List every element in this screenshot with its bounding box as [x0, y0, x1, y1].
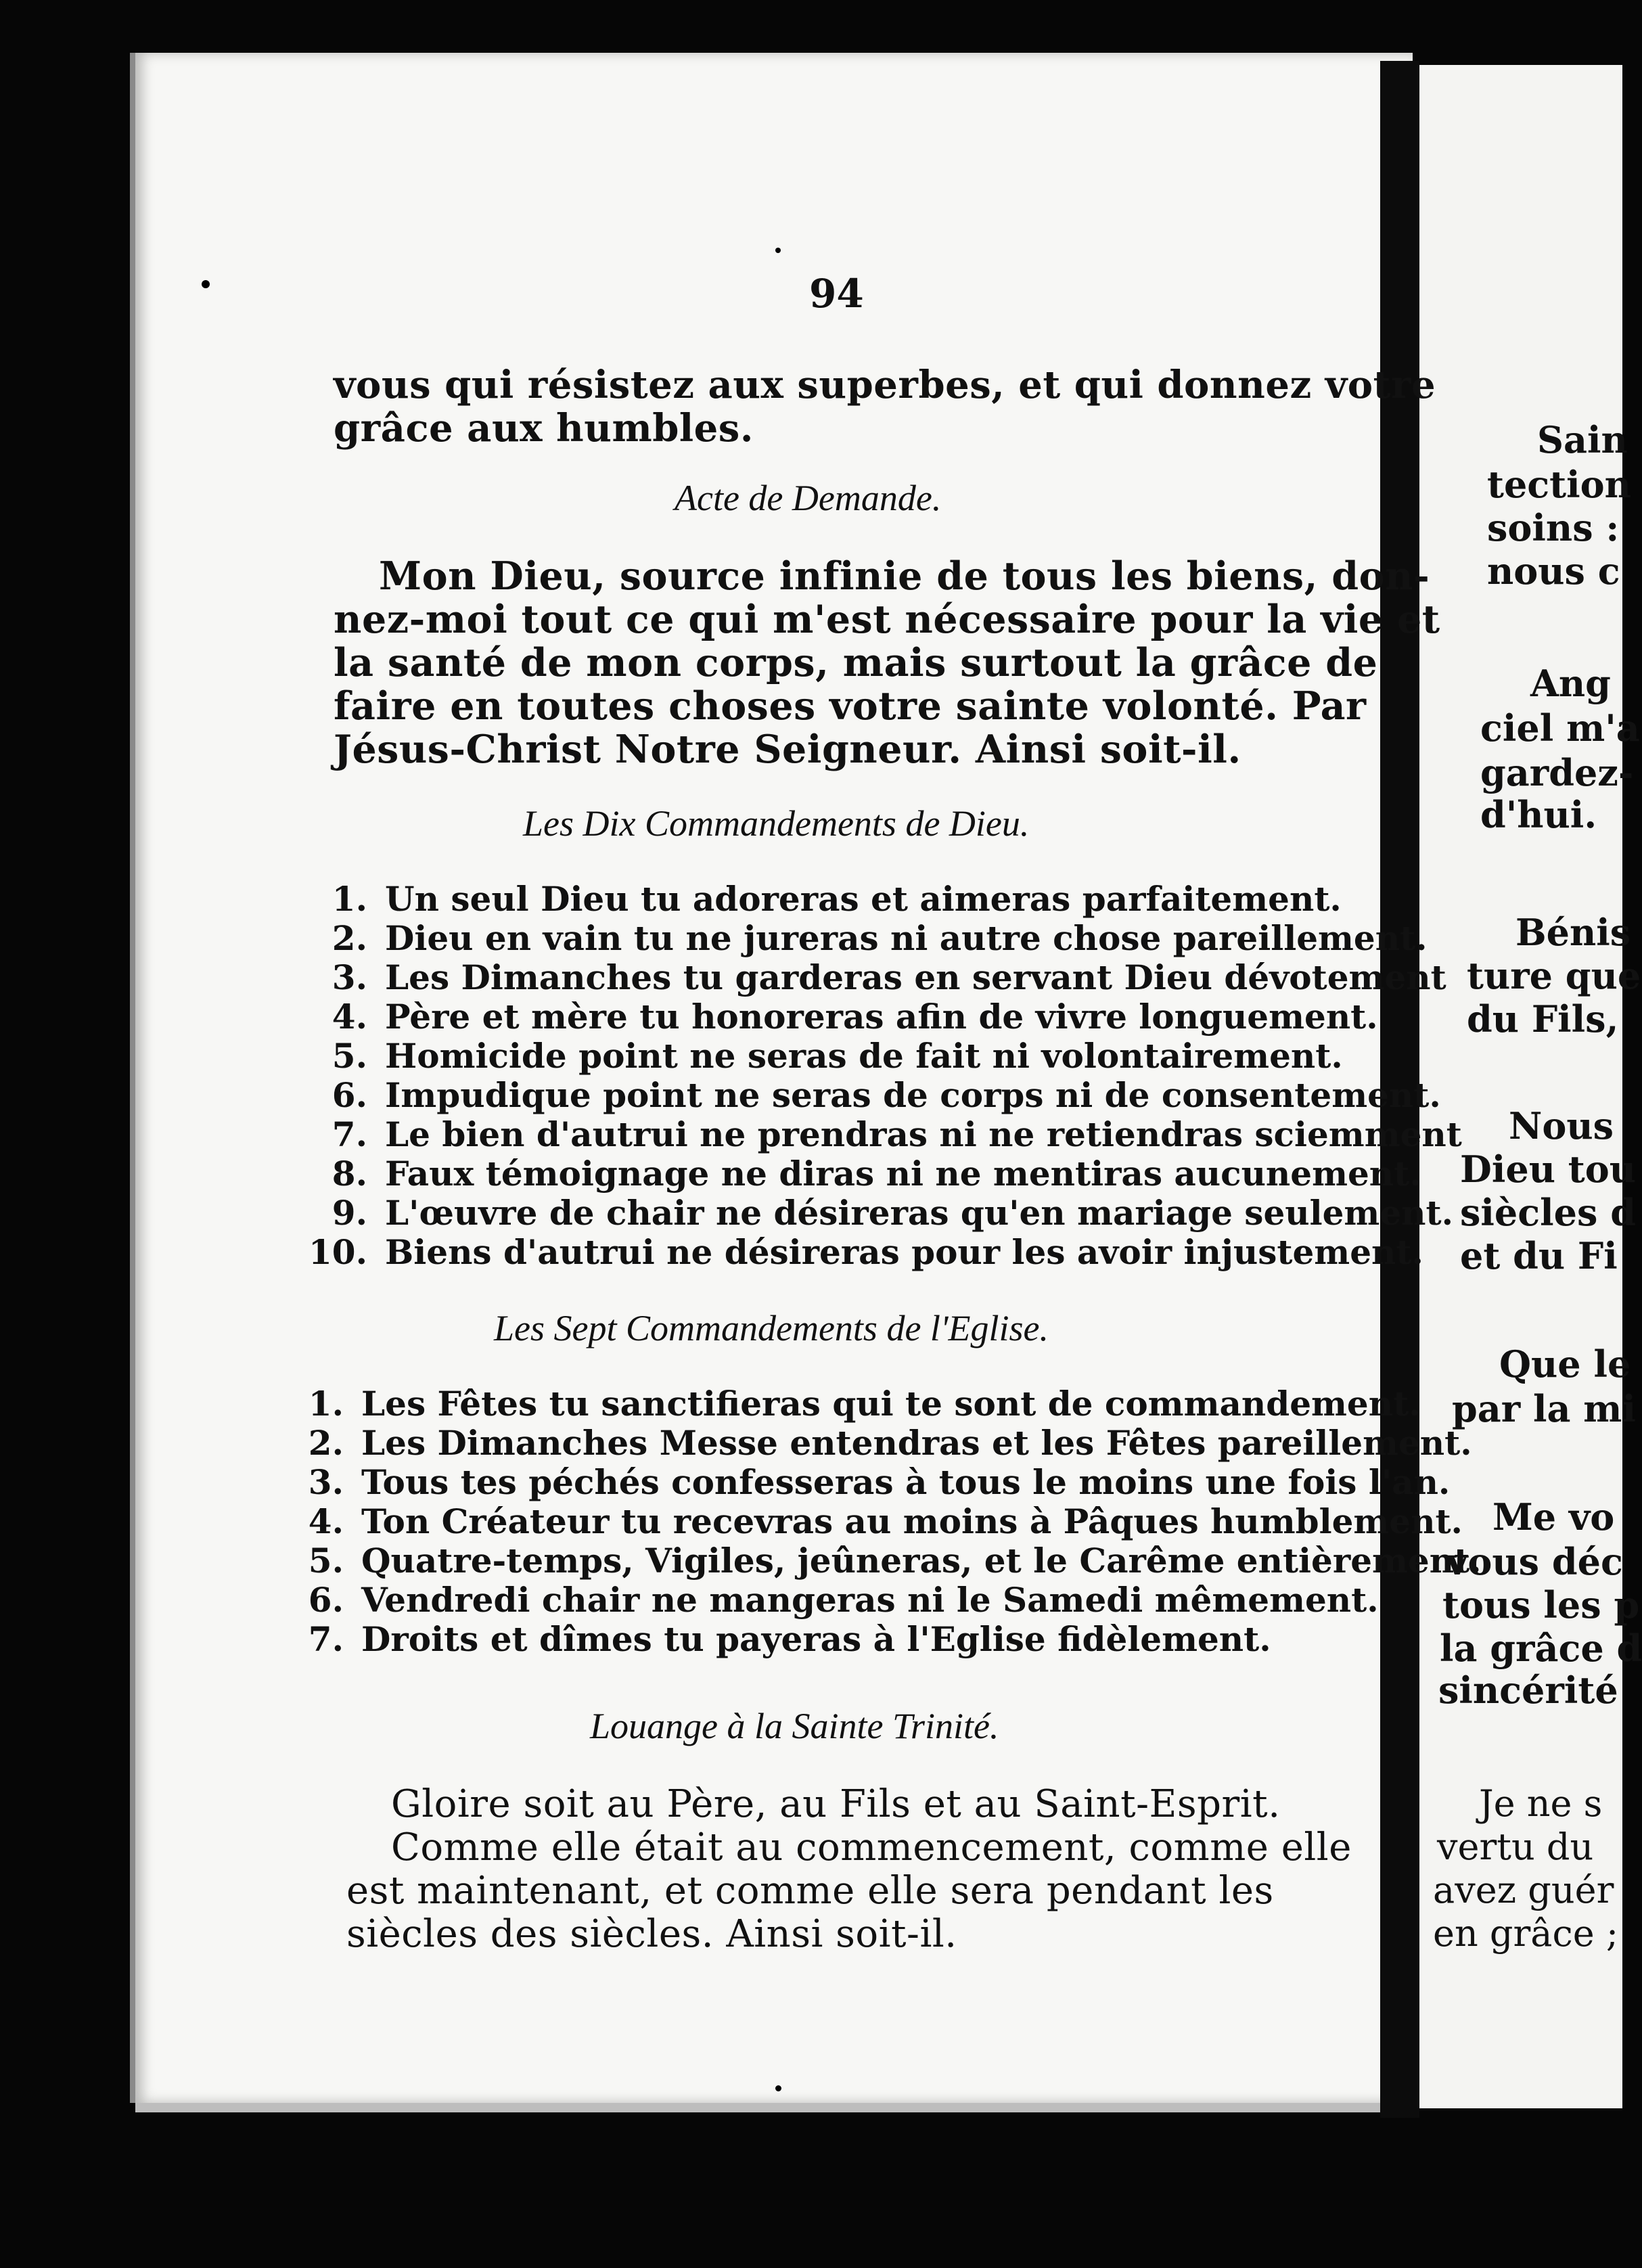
speck [775, 248, 781, 253]
item-text: Biens d'autrui ne désireras pour les avoir injustement. [385, 1232, 1423, 1272]
list-item [284, 1384, 1482, 1424]
list-item [308, 1154, 1462, 1194]
list-item [308, 919, 1462, 958]
right-fragment: du Fils, [1467, 997, 1619, 1041]
item-number: 6. [332, 1075, 367, 1115]
acte-line: nez-moi tout ce qui m'est nécessaire pour la vie et [334, 597, 1440, 642]
sept-heading: Les Sept Commandements de l'Eglise. [494, 1308, 1049, 1348]
intro-line-text: vous qui résistez aux superbes, et qui donnez votre [334, 363, 1436, 407]
right-fragment: avez guér [1433, 1869, 1614, 1911]
list-item [284, 1424, 1482, 1463]
dix-commandements-list [308, 880, 1462, 1272]
item-text: Un seul Dieu tu adoreras et aimeras parfaitement. [385, 879, 1342, 919]
right-fragment: ture que [1467, 954, 1641, 997]
right-fragment: Que le [1499, 1342, 1631, 1386]
item-number: 5. [332, 1036, 367, 1076]
list-item [284, 1581, 1482, 1620]
item-number: 7. [308, 1619, 344, 1659]
item-number: 10. [309, 1232, 367, 1272]
right-fragment: en grâce ; [1433, 1912, 1619, 1955]
list-item [284, 1620, 1482, 1659]
right-fragment: vertu du [1437, 1825, 1594, 1868]
right-fragment: et du Fi [1460, 1234, 1618, 1277]
right-fragment: Ang [1530, 662, 1611, 705]
item-text: Les Dimanches tu garderas en servant Dieu dévotement [385, 957, 1446, 997]
item-text: Faux témoignage ne diras ni ne mentiras aucunement. [385, 1154, 1421, 1194]
acte-heading: Acte de Demande. [675, 478, 942, 518]
item-text: Dieu en vain tu ne jureras ni autre chose pareillement. [385, 918, 1428, 958]
acte-line: Jésus-Christ Notre Seigneur. Ainsi soit-il. [334, 727, 1241, 772]
list-item [284, 1502, 1482, 1541]
item-number: 8. [332, 1154, 367, 1194]
item-text: L'œuvre de chair ne désireras qu'en mariage seulement. [385, 1193, 1453, 1233]
sept-commandements-list [284, 1384, 1482, 1659]
item-number: 2. [332, 918, 367, 958]
speck [775, 2085, 781, 2091]
item-text: Le bien d'autrui ne prendras ni ne retiendras sciemment [385, 1114, 1462, 1154]
item-text: Les Fêtes tu sanctifieras qui te sont de commandement. [361, 1384, 1421, 1424]
list-item [308, 1076, 1462, 1115]
right-fragment: gardez- [1480, 751, 1634, 794]
right-fragment: vous déc [1446, 1540, 1623, 1583]
item-number: 4. [332, 997, 367, 1037]
acte-line: la santé de mon corps, mais surtout la grâce de [334, 640, 1378, 685]
item-text: Père et mère tu honoreras afin de vivre longuement. [385, 997, 1378, 1037]
right-fragment: Je ne s [1479, 1782, 1603, 1825]
louange-line: est maintenant, et comme elle sera pendant les [346, 1869, 1274, 1913]
item-text: Impudique point ne seras de corps ni de consentement. [385, 1075, 1441, 1115]
louange-line: Comme elle était au commencement, comme elle [391, 1825, 1352, 1869]
list-item [284, 1463, 1482, 1502]
right-fragment: siècles d [1460, 1191, 1636, 1234]
item-text: Ton Créateur tu recevras au moins à Pâques humblement. [361, 1501, 1463, 1541]
item-text: Vendredi chair ne mangeras ni le Samedi mêmement. [361, 1580, 1379, 1620]
list-item [308, 1037, 1462, 1076]
item-number: 3. [308, 1462, 344, 1502]
right-fragment: soins : [1487, 506, 1620, 549]
right-fragment: d'hui. [1480, 793, 1597, 836]
louange-heading: Louange à la Sainte Trinité. [590, 1706, 999, 1746]
right-fragment: sincérité [1438, 1669, 1618, 1712]
right-fragment: par la mi [1452, 1387, 1636, 1430]
intro-line: grâce aux humbles. [334, 406, 754, 451]
acte-line: Mon Dieu, source infinie de tous les biens, don- [379, 553, 1430, 599]
list-item [308, 1194, 1462, 1233]
list-item [308, 958, 1462, 997]
item-number: 2. [308, 1423, 344, 1463]
right-fragment: tection [1487, 463, 1631, 506]
louange-line: Gloire soit au Père, au Fils et au Saint-Esprit. [391, 1782, 1281, 1826]
right-fragment: Dieu tou [1460, 1148, 1636, 1191]
item-text: Droits et dîmes tu payeras à l'Eglise fidèlement. [361, 1619, 1271, 1659]
intro-line [334, 363, 1436, 407]
item-number: 7. [332, 1114, 367, 1154]
right-fragment: la grâce d [1440, 1627, 1642, 1670]
dix-heading: Les Dix Commandements de Dieu. [523, 803, 1030, 844]
list-item [308, 880, 1462, 919]
right-fragment: Nous [1509, 1104, 1614, 1148]
louange-line: siècles des siècles. Ainsi soit-il. [346, 1912, 957, 1956]
list-item [308, 997, 1462, 1037]
right-fragment: tous les p [1442, 1583, 1640, 1627]
item-number: 3. [332, 957, 367, 997]
item-number: 1. [332, 879, 367, 919]
item-number: 9. [332, 1193, 367, 1233]
list-item [308, 1115, 1462, 1154]
page-number: 94 [809, 271, 864, 317]
item-text: Les Dimanches Messe entendras et les Fêtes pareillement. [361, 1423, 1472, 1463]
acte-line: faire en toutes choses votre sainte volonté. Par [334, 683, 1367, 729]
item-number: 1. [308, 1384, 344, 1424]
right-fragment: Me vo [1492, 1495, 1615, 1539]
list-item [284, 1541, 1482, 1581]
item-number: 6. [308, 1580, 344, 1620]
right-fragment: Bénis [1515, 911, 1631, 954]
item-text: Homicide point ne seras de fait ni volontairement. [385, 1036, 1343, 1076]
right-fragment: ciel m'a [1480, 706, 1640, 750]
item-text: Quatre-temps, Vigiles, jeûneras, et le Carême entièrement. [361, 1541, 1482, 1581]
right-fragment: Sain [1537, 418, 1628, 461]
speck [202, 280, 210, 288]
item-text: Tous tes péchés confesseras à tous le moins une fois l'an. [361, 1462, 1451, 1502]
item-number: 4. [308, 1501, 344, 1541]
list-item [308, 1233, 1462, 1272]
right-fragment: nous c [1487, 549, 1620, 593]
item-number: 5. [308, 1541, 344, 1581]
